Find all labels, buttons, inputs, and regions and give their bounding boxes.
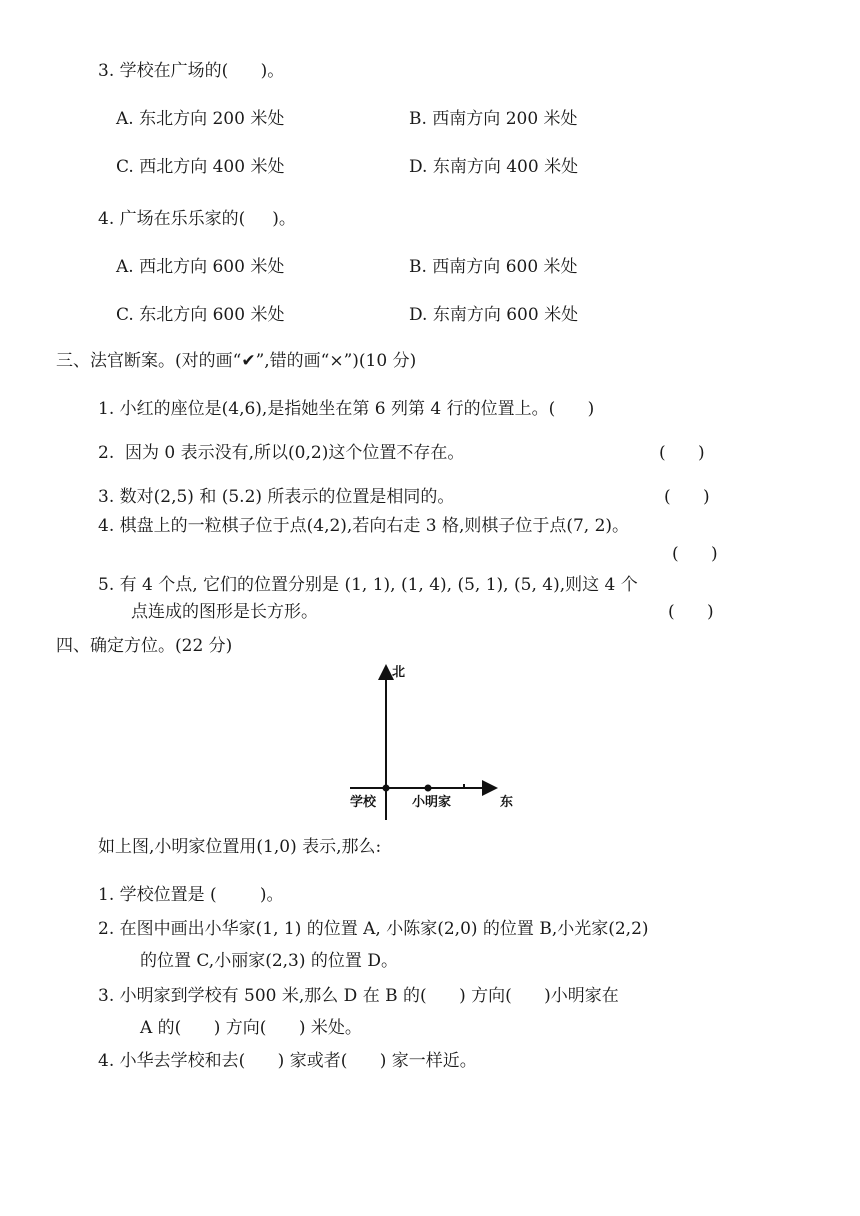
section3-item-4: 4. 棋盘上的一粒棋子位于点(4,2),若向右走 3 格,则棋子位于点(7, 2)。 [98,516,630,536]
q4-option-b: B. 西南方向 600 米处 [409,257,578,277]
section3-item-3: 3. 数对(2,5) 和 (5.2) 所表示的位置是相同的。 [98,487,455,507]
section4-title: 四、确定方位。(22 分) [56,636,233,656]
section3-item-1: 1. 小红的座位是(4,6),是指她坐在第 6 列第 4 行的位置上。( ) [98,399,595,419]
direction-diagram [340,660,530,822]
section4-item-4: 4. 小华去学校和去( ) 家或者( ) 家一样近。 [98,1051,477,1071]
school-label: 学校 [350,795,377,810]
q4-option-a: A. 西北方向 600 米处 [116,257,285,277]
section3-item-2: 2. 因为 0 表示没有,所以(0,2)这个位置不存在。 [98,443,465,463]
section4-item-3: 3. 小明家到学校有 500 米,那么 D 在 B 的( ) 方向( )小明家在 [98,986,619,1006]
north-label: 北 [392,665,406,680]
section4-intro: 如上图,小明家位置用(1,0) 表示,那么: [98,837,382,857]
answer-blank: ( ) [668,602,714,622]
school-point [383,785,390,792]
q3-option-b: B. 西南方向 200 米处 [409,109,578,129]
section4-item-1: 1. 学校位置是 ( )。 [98,885,284,905]
home-point [425,785,432,792]
section3-item-5: 5. 有 4 个点, 它们的位置分别是 (1, 1), (1, 4), (5, 1), (5, 4),则这 4 个 [98,575,638,595]
section4-item-2: 2. 在图中画出小华家(1, 1) 的位置 A, 小陈家(2,0) 的位置 B,小光家(2,2) [98,919,649,939]
q3-option-c: C. 西北方向 400 米处 [116,157,285,177]
section4-item-2-cont: 的位置 C,小丽家(2,3) 的位置 D。 [140,951,398,971]
q4-option-d: D. 东南方向 600 米处 [409,305,579,325]
q4-stem: 4. 广场在乐乐家的( )。 [98,209,296,229]
answer-blank: ( ) [672,544,718,564]
q4-option-c: C. 东北方向 600 米处 [116,305,285,325]
answer-blank: ( ) [664,487,710,507]
answer-blank: ( ) [659,443,705,463]
section4-item-3-cont: A 的( ) 方向( ) 米处。 [140,1018,362,1038]
q3-option-d: D. 东南方向 400 米处 [409,157,579,177]
q3-option-a: A. 东北方向 200 米处 [116,109,285,129]
home-label: 小明家 [412,795,452,810]
section3-title: 三、法官断案。(对的画“✔”,错的画“×”)(10 分) [56,351,417,371]
east-label: 东 [500,795,514,810]
section3-item-5-cont: 点连成的图形是长方形。 [131,602,318,622]
q3-stem: 3. 学校在广场的( )。 [98,61,285,81]
